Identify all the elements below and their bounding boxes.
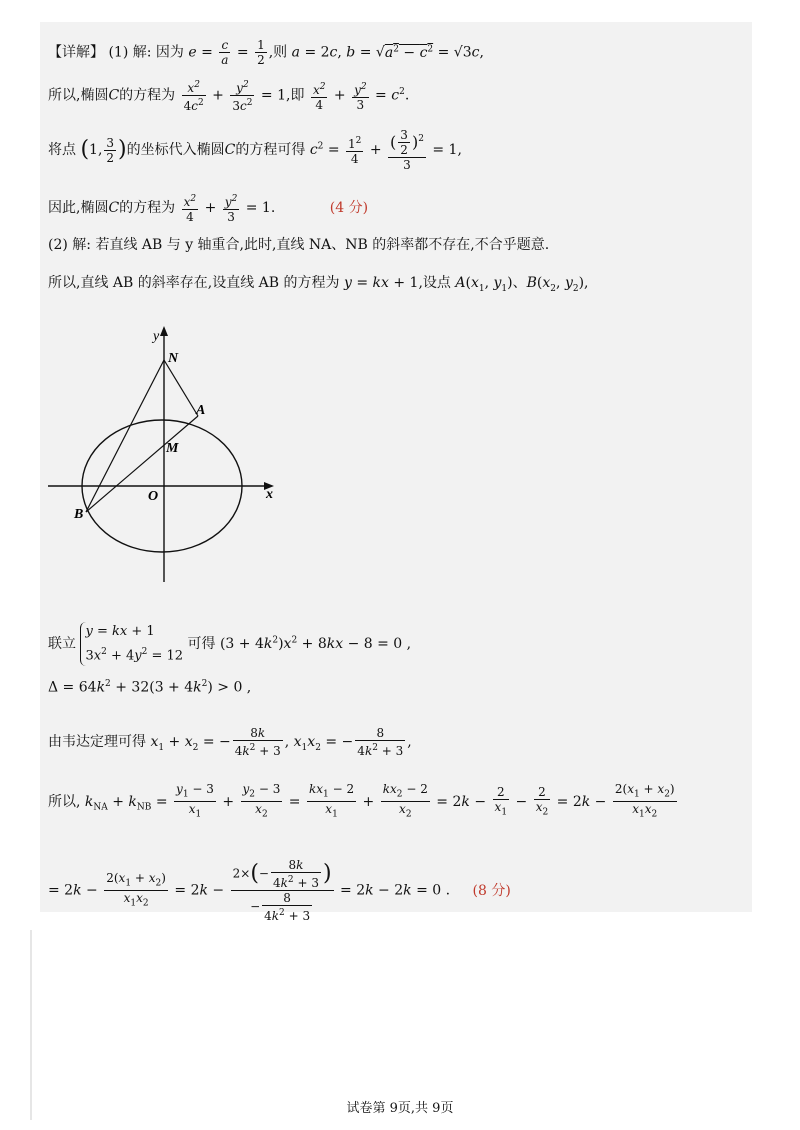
part2-line2: 所以,直线 AB 的斜率存在,设直线 AB 的方程为 y = kx + 1,设点 $A(x_1$, $y_1$)、$B(x_2$, $y_2$), (48, 275, 589, 294)
ellipse-diagram (48, 320, 288, 590)
text: 联立 (48, 636, 76, 653)
text: 的坐标代入椭圆 (126, 142, 225, 158)
part2-line7: = 2k − $\frac{2(x_1 + x_2)}{x_1x_2}$ = 2k − 2×(− $\frac{8k}{4k^2 + 3}$ ) − $\frac{8}{4k^2 + 3}$ = 2k − 2k = 0 . (8 分) (48, 858, 511, 923)
text: 可得 (187, 636, 216, 653)
y-axis-arrow (160, 326, 168, 336)
text: , (337, 44, 342, 61)
text: 所以, (48, 793, 81, 810)
text: ,即 (286, 87, 305, 104)
page-fold-line (30, 930, 32, 1120)
line-na (164, 360, 198, 416)
part2-line6: 所以, $k_{NA} + k_{NB}$ = $\frac{y_1 - 3}{x_1}$ + $\frac{y_2 - 3}{x_2}$ = $\frac{kx_1 - 2}{x_1}$ + $\frac{kx_2 - 2}{x_2}$ = 2k − $\frac{2}{x_1}$ − $\frac{2}{x_2}$ = 2k − $\frac{2(x_1 + x_2)}{x_1x_2}$ (48, 782, 675, 820)
header-tag: 【详解】 (48, 44, 104, 61)
part1-label: (1) 解: (108, 44, 152, 61)
text: 因为 (155, 44, 184, 61)
part2-score: (8 分) (472, 882, 511, 899)
label-b: B (74, 507, 84, 522)
text: 因此,椭圆 (48, 200, 109, 216)
page-footer: 试卷第 9页,共 9页 (346, 1101, 454, 1116)
text: 的方程为 (119, 200, 176, 216)
label-m: M (166, 441, 179, 456)
text: 将点 (48, 142, 76, 158)
part2-line3: 联立 y = kx + 1 $3x^2 + 4y^2 = 12$ 可得 $(3 + 4k^2)x^2 + 8kx - 8 = 0$ , (48, 622, 411, 666)
part2-line4: $\Delta = 64k^2 + 32(3 + 4k^2) > 0$ , (48, 679, 252, 696)
text: 所以,直线 AB 的斜率存在,设直线 AB 的方程为 (48, 275, 340, 291)
text: ,则 (268, 44, 288, 61)
part1-line2: 所以,椭圆C的方程为 $\frac{x^2}{4c^2}$ + $\frac{y^2}{3c^2}$ = 1,即 $\frac{x^2}{4}$ + $\frac{y^2}{3}$ = $c^2$. (48, 80, 410, 113)
label-n: N (168, 351, 179, 366)
part1-line3: 将点 (1, $\frac{3}{2}$ )的坐标代入椭圆C的方程可得 $c^2$ = $\frac{1^2}{4}$ + ( $\frac{3}{2}$ )$^2$ 3 = 1, (48, 128, 462, 172)
label-y: y (153, 329, 160, 344)
text: ,设点 (418, 275, 451, 291)
part2-line5: 由韦达定理可得 $x_1 + x_2$ = − $\frac{8k}{4k^2 + 3}$ , $x_1x_2$ = − $\frac{8}{4k^2 + 3}$ , (48, 726, 412, 758)
part1-line1: 【详解】 (1) 解: 因为 e = $\frac{c}{a}$ = $\frac{1}{2}$ ,则 a = 2c, $b = √a^2 - c^2 = √3c$, (48, 38, 484, 67)
text: 若直线 AB 与 y 轴重合,此时,直线 NA、NB 的斜率都不存在,不合乎题意. (95, 237, 550, 253)
part1-line4: 因此,椭圆C的方程为 $\frac{x^2}{4}$ + $\frac{y^2}{3}$ = 1. (4 分) (48, 194, 369, 224)
label-a: A (196, 403, 206, 418)
line-ab (86, 416, 198, 512)
part2-label: (2) 解: (48, 237, 91, 253)
label-o: O (148, 489, 159, 504)
text: 所以,椭圆 (48, 87, 109, 104)
text: 的方程可得 (235, 142, 306, 158)
label-x: x (266, 487, 273, 502)
ellipse-figure (48, 320, 288, 594)
text: 的方程为 (119, 87, 176, 104)
part1-score: (4 分) (329, 200, 369, 216)
part2-line1 (48, 238, 549, 252)
text: 由韦达定理可得 (48, 734, 146, 750)
